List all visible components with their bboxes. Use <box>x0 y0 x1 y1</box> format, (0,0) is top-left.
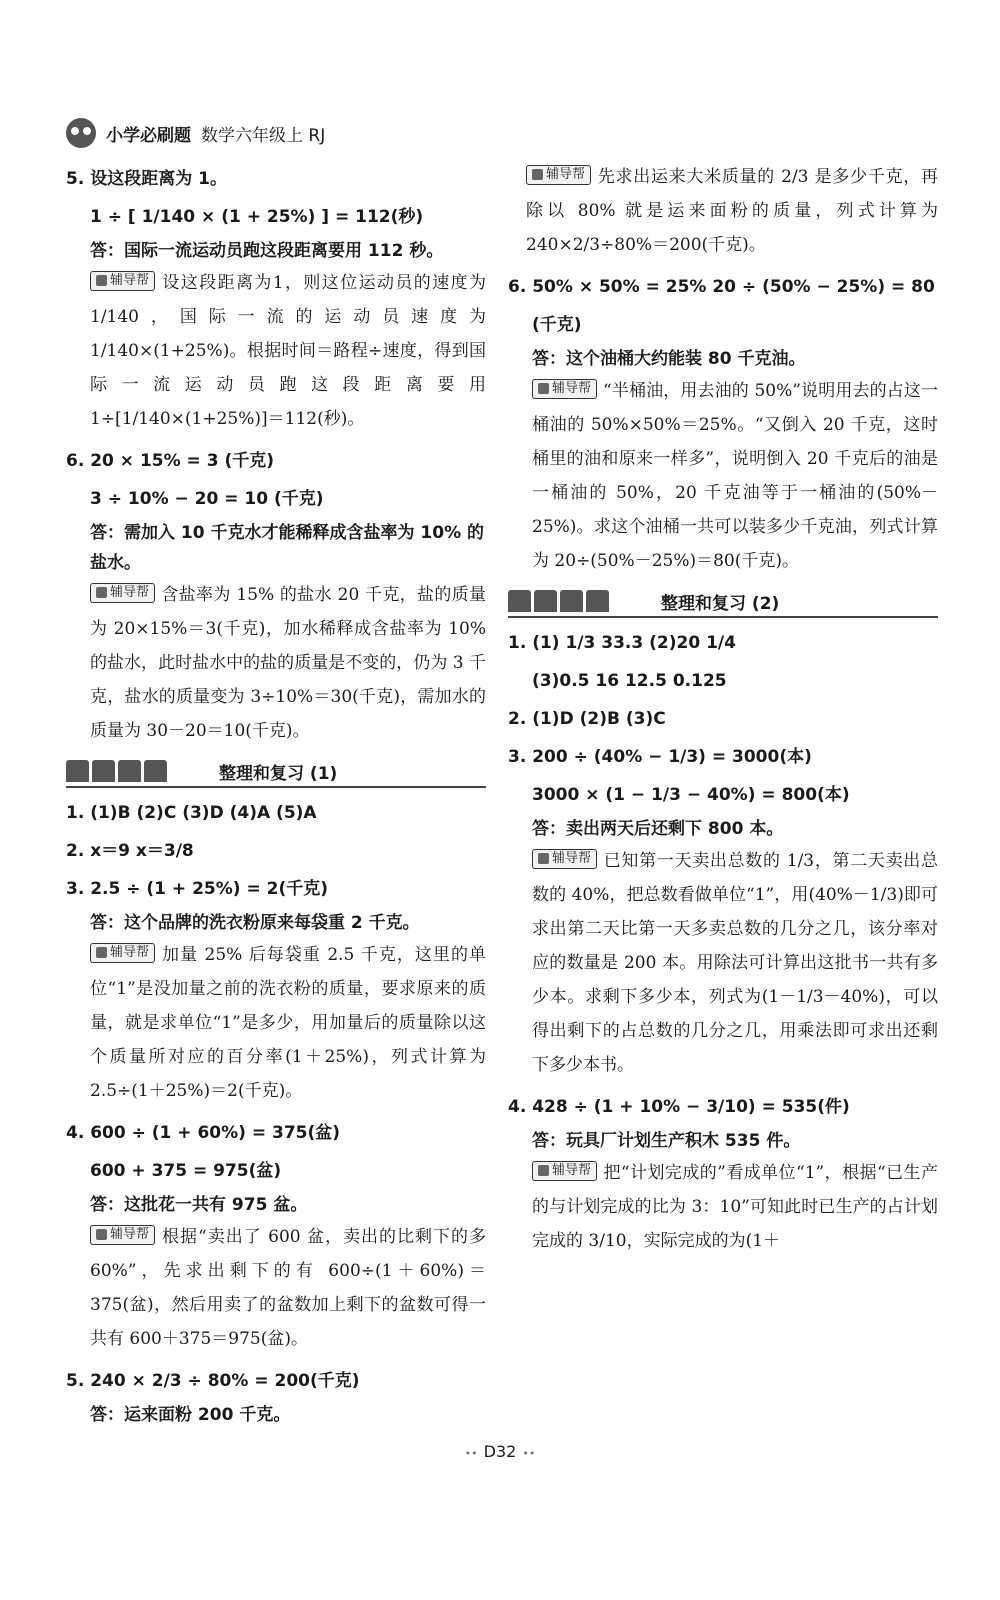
s3-line1: 3. 200 ÷ (40% − 1/3) = 3000(本) <box>508 747 812 767</box>
tutor-tag: 辅导帮 <box>532 379 597 399</box>
tutor-tag: 辅导帮 <box>90 1225 155 1245</box>
r3-explanation: 辅导帮 加量 25% 后每袋重 2.5 千克，这里的单位“1”是没加量之前的洗衣粉的质量，要求原来的质量，就是求单位“1”是多少，用加量后的质量除以这个质量所对应的百分率(1＋25%)，列式计算为 2.5÷(1＋25%)＝2(千克)。 <box>90 944 486 1101</box>
q6-line1: 6. 20 × 15% = 3 (千克) <box>66 451 275 471</box>
r5-line1: 5. 240 × 2/3 ÷ 80% = 200(千克) <box>66 1371 360 1391</box>
q5-line1: 5. 设这段距离为 1。 <box>66 169 227 189</box>
section-blocks-icon <box>66 760 167 782</box>
tutor-tag: 辅导帮 <box>90 583 155 603</box>
book-subtitle: 数学六年级上 RJ <box>201 125 326 146</box>
tutor-icon <box>538 1165 549 1176</box>
tutor-icon <box>532 169 543 180</box>
tutor-tag: 辅导帮 <box>90 271 155 291</box>
q6-right-explanation: 辅导帮 “半桶油，用去油的 50%”说明用去的占这一桶油的 50%×50%＝25%。“又倒入 20 千克，这时桶里的油和原来一样多”，说明倒入 20 千克后的油是一桶油的 50%，20 千克油等于一桶油的(50%－25%)。求这个油桶一共可以装多少千克油，列式计算为 20÷(50%－25%)＝80(千克)。 <box>532 380 938 571</box>
s4-line1: 4. 428 ÷ (1 + 10% − 3/10) = 535(件) <box>508 1097 850 1117</box>
q6-right-line1: 6. 50% × 50% = 25% 20 ÷ (50% − 25%) = 80 <box>508 277 935 297</box>
r2-line: 2. x＝9 x＝3/8 <box>66 841 194 861</box>
q5-line2: 1 ÷ [ 1/140 × (1 + 25%) ] = 112(秒) <box>90 207 424 227</box>
tutor-tag: 辅导帮 <box>90 943 155 963</box>
r3-line1: 3. 2.5 ÷ (1 + 25%) = 2(千克) <box>66 879 328 899</box>
section-title: 整理和复习 (2) <box>661 593 780 614</box>
tutor-icon <box>96 275 107 286</box>
tutor-icon <box>96 947 107 958</box>
section-blocks-icon <box>508 590 609 612</box>
right-column <box>508 160 938 1264</box>
tutor-tag: 辅导帮 <box>526 165 591 185</box>
s4-answer: 答：玩具厂计划生产积木 535 件。 <box>532 1131 801 1151</box>
s1-line2: (3)0.5 16 12.5 0.125 <box>532 671 727 691</box>
q6-answer: 答：需加入 10 千克水才能稀释成含盐率为 10% 的盐水。 <box>90 523 485 573</box>
left-column <box>66 160 486 1430</box>
section-title: 整理和复习 (1) <box>219 763 338 784</box>
q5-explanation: 辅导帮 设这段距离为1，则这位运动员的速度为1/140，国际一流的运动员速度为1/140×(1+25%)。根据时间＝路程÷速度，得到国际一流运动员跑这段距离要用 1÷[1/140×(1+25%)]＝112(秒)。 <box>90 272 486 429</box>
page-number: •• D32 •• <box>0 1442 1000 1461</box>
tutor-icon <box>538 383 549 394</box>
r4-line1: 4. 600 ÷ (1 + 60%) = 375(盆) <box>66 1123 341 1143</box>
r4-line2: 600 + 375 = 975(盆) <box>90 1161 282 1181</box>
s2-line: 2. (1)D (2)B (3)C <box>508 709 666 729</box>
q6-right-answer: 答：这个油桶大约能装 80 千克油。 <box>532 349 806 369</box>
r4-answer: 答：这批花一共有 975 盆。 <box>90 1195 308 1215</box>
r5-answer: 答：运来面粉 200 千克。 <box>90 1405 291 1425</box>
section-review-2 <box>508 586 938 618</box>
q6-explanation: 辅导帮 含盐率为 15% 的盐水 20 千克，盐的质量为 20×15%＝3(千克)，加水稀释成含盐率为 10% 的盐水，此时盐水中的盐的质量是不变的，仍为 3 千克，盐水的质量变为 3÷10%＝30(千克)，需加水的质量为 30－20＝10(千克)。 <box>90 584 486 741</box>
r4-explanation: 辅导帮 根据“卖出了 600 盆，卖出的比剩下的多 60%”，先求出剩下的有 600÷(1＋60%)＝375(盆)，然后用卖了的盆数加上剩下的盆数可得一共有 600＋375＝975(盆)。 <box>90 1226 486 1349</box>
tutor-icon <box>96 1229 107 1240</box>
s3-line2: 3000 × (1 − 1/3 − 40%) = 800(本) <box>532 785 850 805</box>
tutor-icon <box>96 587 107 598</box>
mascot-logo-icon <box>66 118 96 148</box>
tutor-icon <box>538 853 549 864</box>
section-review-1 <box>66 756 486 788</box>
tutor-tag: 辅导帮 <box>532 1161 597 1181</box>
top-explanation: 辅导帮 先求出运来大米质量的 2/3 是多少千克，再除以 80% 就是运来面粉的质量，列式计算为 240×2/3÷80%＝200(千克)。 <box>526 166 938 255</box>
q5-answer: 答：国际一流运动员跑这段距离要用 112 秒。 <box>90 241 444 261</box>
q6-right-line2: (千克) <box>532 315 582 335</box>
page-header <box>66 118 325 148</box>
s3-answer: 答：卖出两天后还剩下 800 本。 <box>532 819 784 839</box>
r3-answer: 答：这个品牌的洗衣粉原来每袋重 2 千克。 <box>90 913 420 933</box>
r1-line: 1. (1)B (2)C (3)D (4)A (5)A <box>66 803 317 823</box>
s3-explanation: 辅导帮 已知第一天卖出总数的 1/3，第二天卖出总数的 40%，把总数看做单位“1”，用(40%－1/3)即可求出第二天比第一天多卖总数的几分之几，该分率对应的数量是 200 本。用除法可计算出这批书一共有多少本。求剩下多少本，列式为(1－1/3－40%)，可以得出剩下的占总数的几分之几，用乘法即可求出还剩下多少本书。 <box>532 850 938 1075</box>
q6-line2: 3 ÷ 10% − 20 = 10 (千克) <box>90 489 324 509</box>
tutor-tag: 辅导帮 <box>532 849 597 869</box>
s4-explanation: 辅导帮 把“计划完成的”看成单位“1”，根据“已生产的与计划完成的比为 3：10”可知此时已生产的占计划完成的 3/10，实际完成的为(1＋ <box>532 1162 938 1251</box>
brand-title: 小学必刷题 <box>106 125 191 146</box>
s1-line1: 1. (1) 1/3 33.3 (2)20 1/4 <box>508 633 736 653</box>
